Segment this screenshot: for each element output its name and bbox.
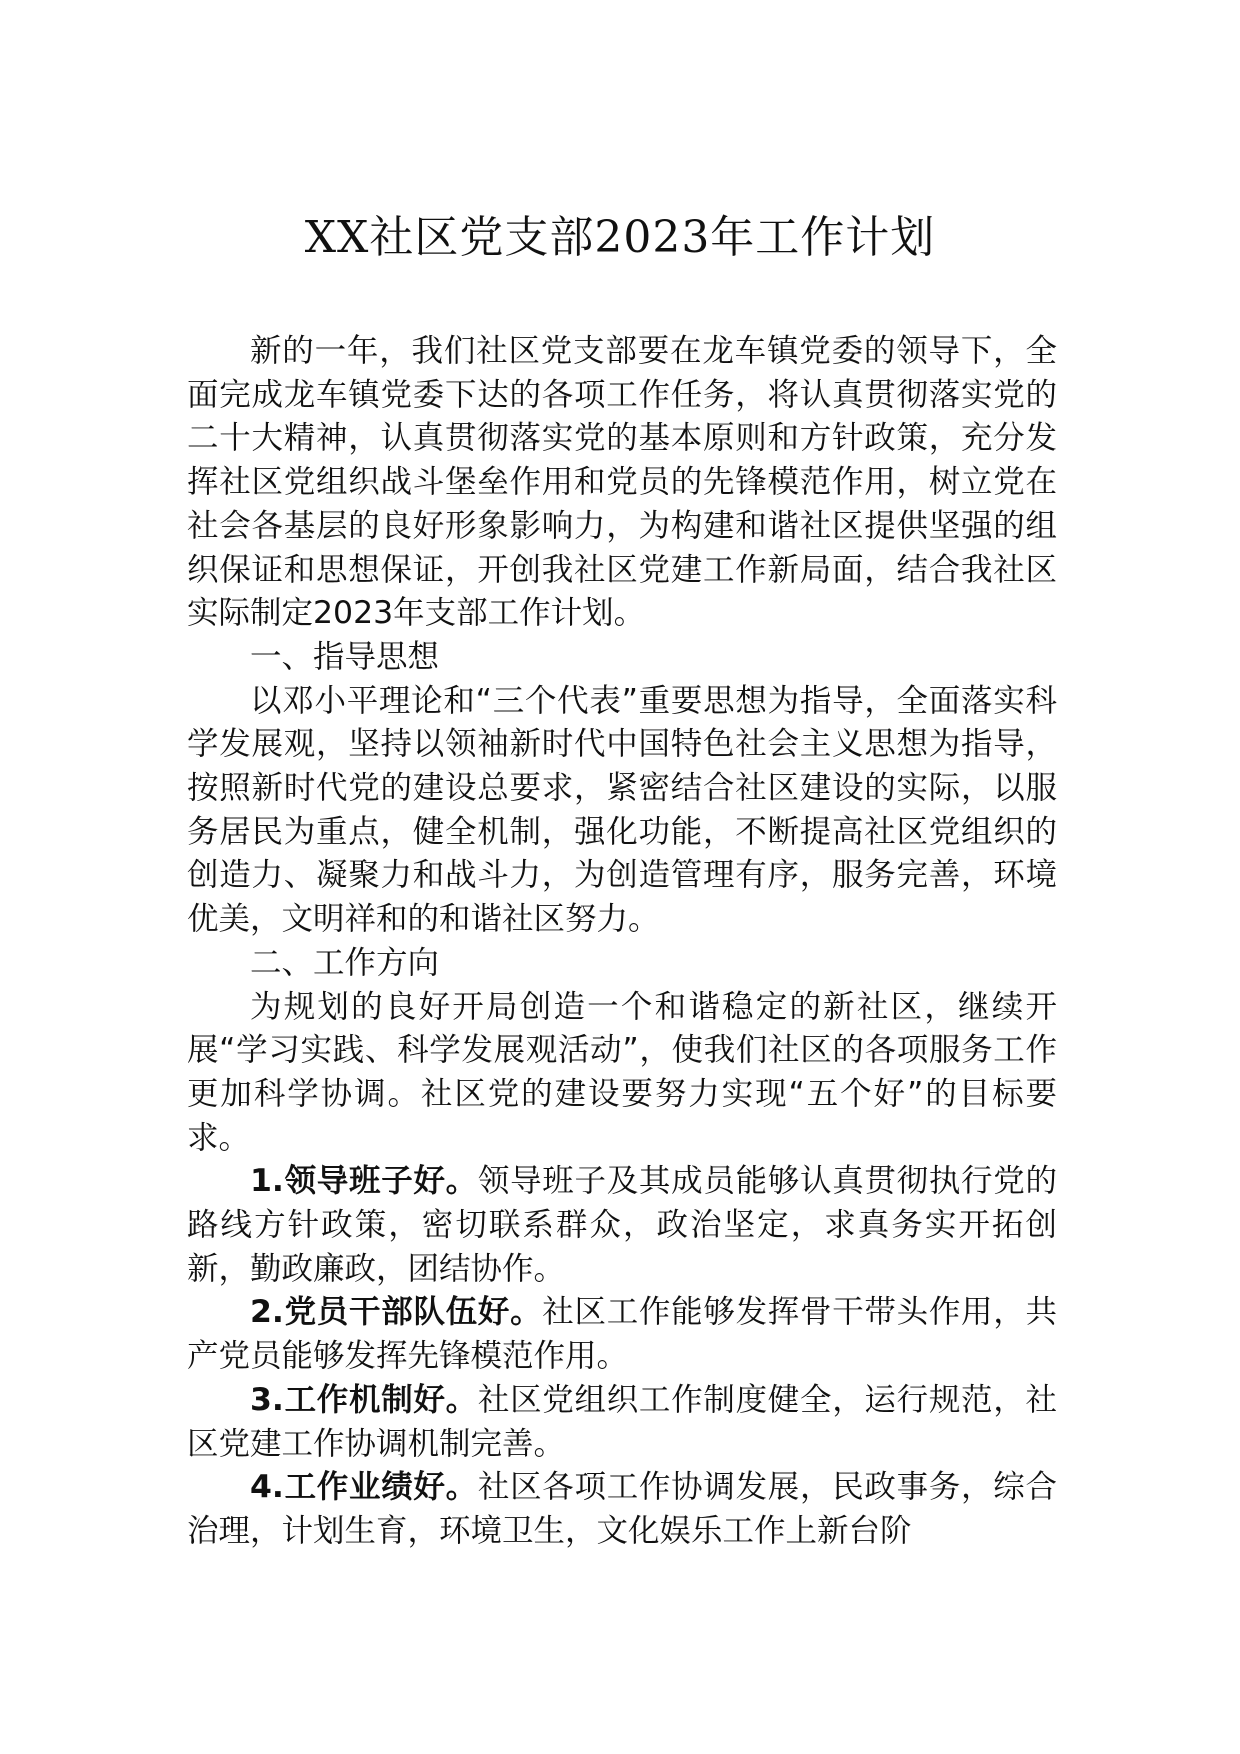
document-body bbox=[187, 330, 1057, 1554]
list-item-text: 社区工作能够发挥骨干带头作用，共产党员能够发挥先锋模范作用。 bbox=[187, 1294, 1057, 1375]
list-item-performance bbox=[187, 1466, 1057, 1553]
list-item-text: 领导班子及其成员能够认真贯彻执行党的路线方针政策，密切联系群众，政治坚定，求真务实开拓创新，勤政廉政，团结协作。 bbox=[187, 1163, 1057, 1287]
list-item-leadership bbox=[187, 1160, 1057, 1291]
document-title: XX社区党支部2023年工作计划 bbox=[304, 212, 936, 263]
section-heading-work-direction: 二、工作方向 bbox=[250, 944, 440, 981]
section-heading-guiding-ideology: 一、指导思想 bbox=[250, 638, 440, 675]
list-item-text: 社区各项工作协调发展，民政事务，综合治理，计划生育，环境卫生，文化娱乐工作上新台阶 bbox=[187, 1469, 1057, 1549]
list-item-lead: 2.党员干部队伍好。 bbox=[250, 1294, 543, 1331]
list-item-lead: 3.工作机制好。 bbox=[250, 1381, 478, 1418]
list-item-text: 社区党组织工作制度健全，运行规范，社区党建工作协调机制完善。 bbox=[187, 1381, 1057, 1462]
section-paragraph-work-direction: 为规划的良好开局创造一个和谐稳定的新社区，继续开展“学习实践、科学发展观活动”，使我们社区的各项服务工作更加科学协调。社区党的建设要努力实现“五个好”的目标要求。 bbox=[187, 988, 1057, 1156]
list-item-lead: 1.领导班子好。 bbox=[250, 1163, 478, 1200]
intro-paragraph: 新的一年，我们社区党支部要在龙车镇党委的领导下，全面完成龙车镇党委下达的各项工作任务，将认真贯彻落实党的二十大精神，认真贯彻落实党的基本原则和方针政策，充分发挥社区党组织战斗堡垒作用和党员的先锋模范作用，树立党在社会各基层的良好形象影响力，为构建和谐社区提供坚强的组织保证和思想保证，开创我社区党建工作新局面，结合我社区实际制定2023年支部工作计划。 bbox=[187, 333, 1057, 632]
section-paragraph-guiding-ideology: 以邓小平理论和“三个代表”重要思想为指导，全面落实科学发展观，坚持以领袖新时代中国特色社会主义思想为指导，按照新时代党的建设总要求，紧密结合社区建设的实际，以服务居民为重点，健全机制，强化功能，不断提高社区党组织的创造力、凝聚力和战斗力，为创造管理有序，服务完善，环境优美，文明祥和的和谐社区努力。 bbox=[187, 682, 1057, 938]
list-item-cadres bbox=[187, 1291, 1057, 1378]
list-item-lead: 4.工作业绩好。 bbox=[250, 1469, 478, 1506]
list-item-mechanism bbox=[187, 1379, 1057, 1466]
